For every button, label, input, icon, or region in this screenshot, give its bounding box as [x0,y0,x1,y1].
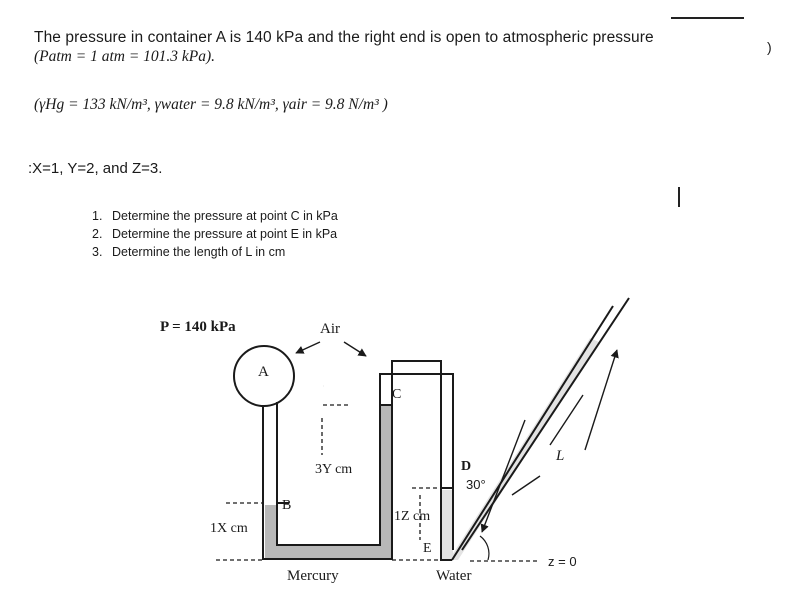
question-number: 1. [92,209,103,223]
l-dim-arrow-down [482,420,525,532]
incline-inner [462,298,629,550]
l-dim-arrow-up [585,350,617,450]
mercury-label: Mercury [287,568,339,584]
question-text: Determine the pressure at point C in kPa [112,209,338,223]
datum-label: z = 0 [548,554,577,569]
length-l-label: L [556,448,565,464]
reference-lines [216,386,540,561]
angle-arc [480,536,489,560]
question-number: 2. [92,227,103,241]
mercury-bottom [265,545,392,559]
air-arrow-right [344,342,366,356]
point-b-label: B [282,498,292,513]
stray-paren: ) [767,39,772,55]
question-number: 3. [92,245,103,259]
question-text: Determine the pressure at point E in kPa [112,227,338,241]
left-tube-outer [263,361,452,560]
point-e-label: E [423,541,432,556]
point-d-label: D [461,459,472,474]
variable-values-line: :X=1, Y=2, and Z=3. [28,160,163,177]
point-c-label: C [392,387,402,402]
angle-label: 30° [466,477,486,492]
dim-3y-label: 3Y cm [315,462,353,477]
water-incline [449,338,599,560]
l-dim-guide-lower [512,476,540,495]
water-leg [441,490,453,560]
mercury-right-leg [380,406,392,559]
dim-1x-label: 1X cm [210,521,248,536]
question-text: Determine the length of L in cm [112,245,286,259]
pressure-label: P = 140 kPa [160,319,236,335]
container-a-label: A [258,364,269,380]
atmospheric-pressure-line: (Patm = 1 atm = 101.3 kPa). [34,48,216,65]
water-label: Water [436,568,472,584]
annotation-arrows [296,342,617,532]
specific-weights-line: (γHg = 133 kN/m³, γwater = 9.8 kN/m³, γair = 9.8 N/m³ ) [34,96,388,113]
fluid-fills [265,338,599,560]
incline-outer [452,306,613,560]
problem-statement-line1: The pressure in container A is 140 kPa and the right end is open to atmospheric pressure [34,29,654,46]
dim-1z-label: 1Z cm [394,509,431,524]
air-arrow-left [296,342,320,353]
air-label: Air [320,321,340,337]
